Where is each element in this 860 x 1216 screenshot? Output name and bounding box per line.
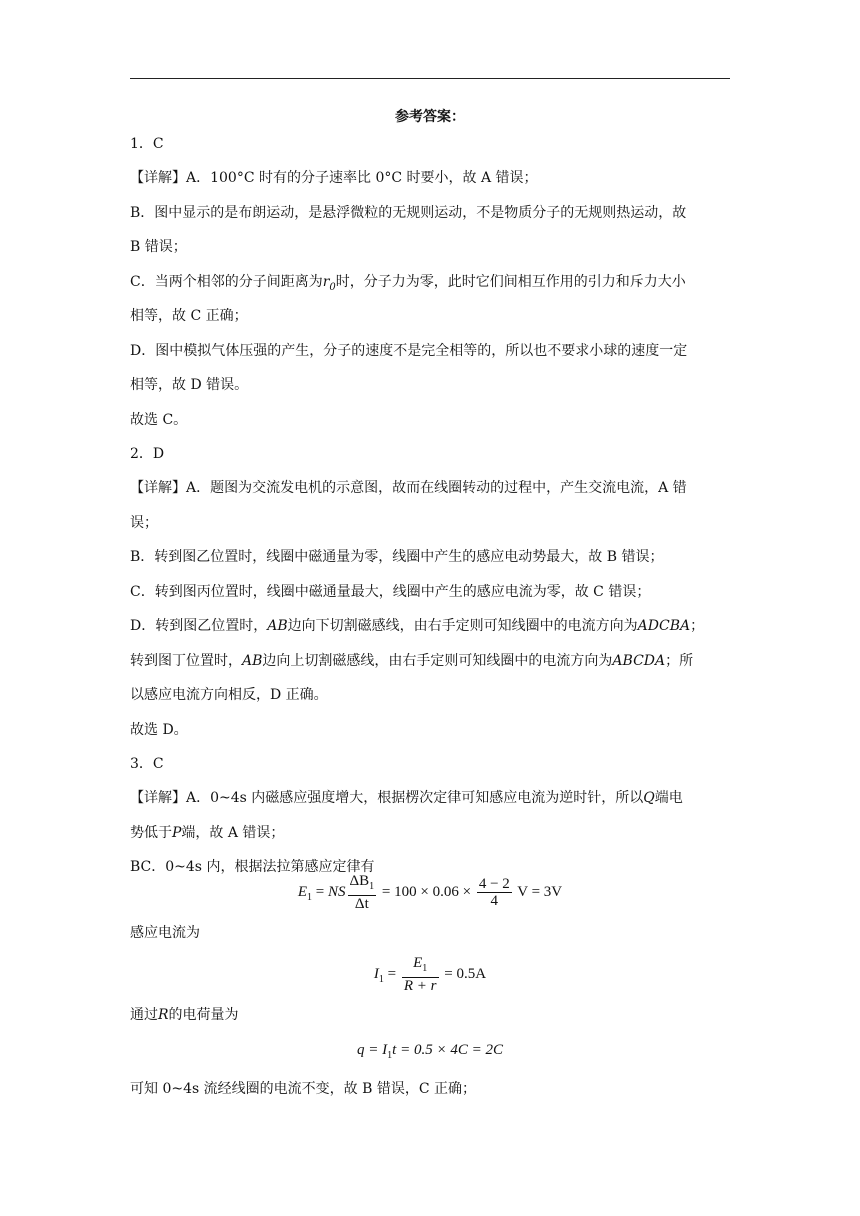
adcba-symbol: ADCBA (637, 618, 691, 634)
answer-3-line-a: 【详解】A．0~4s 内磁感应强度增大，根据楞次定律可知感应电流为逆时针，所以Q端电 (130, 790, 683, 806)
answer-2-line-d-end: 以感应电流方向相反，D 正确。 (130, 687, 328, 703)
abcda-symbol: ABCDA (612, 653, 666, 669)
answer-1-line-c-cont: 相等，故 C 正确； (130, 308, 248, 324)
answer-1-line-b-cont: B 错误； (130, 239, 187, 255)
answer-1-line-d: D．图中模拟气体压强的产生，分子的速度不是完全相等的，所以也不要求小球的速度一定 (130, 343, 688, 359)
answer-3-line-a-cont: 势低于P端，故 A 错误； (130, 825, 285, 841)
header-rule (130, 78, 730, 79)
r-symbol: R (158, 1007, 169, 1023)
ab-symbol: AB (267, 618, 288, 634)
equation-current: $I_1$ = $\frac{E_1}{R + r}$ = 0.5A (373, 955, 487, 994)
answer-1-heading: 1．C (130, 136, 164, 152)
answer-2-line-a: 【详解】A．题图为交流发电机的示意图，故而在线圈转动的过程中，产生交流电流，A 错 (130, 480, 687, 496)
text-segment: 时，分子力为零，此时它们间相互作用的引力和斥力大小 (335, 274, 686, 290)
answer-2-line-d-cont: 转到图丁位置时，AB边向上切割磁感线，由右手定则可知线圈中的电流方向为ABCDA；所 (130, 653, 694, 669)
answer-1-line-a: 【详解】A．100°C 时有的分子速率比 0°C 时要小，故 A 错误； (130, 170, 538, 186)
answer-1-line-c (130, 272, 735, 298)
q-symbol: Q (643, 790, 655, 806)
equation-charge: $q = I_1t = 0.5 \times 4C = 2C$ (357, 1042, 503, 1061)
fraction: $\frac{E_1}{R + r}$ (403, 955, 437, 994)
r0-symbol: $r_0$ (322, 274, 336, 293)
text-segment: C．当两个相邻的分子间距离为 (130, 274, 323, 290)
p-symbol: P (172, 825, 182, 841)
ab-symbol: AB (242, 653, 263, 669)
answer-2-line-b: B．转到图乙位置时，线圈中磁通量为零，线圈中产生的感应电动势最大，故 B 错误； (130, 549, 664, 565)
answer-3-conclusion: 可知 0~4s 流经线圈的电流不变，故 B 错误，C 正确； (130, 1081, 476, 1097)
answer-1-line-d-cont: 相等，故 D 错误。 (130, 377, 249, 393)
answer-3-line-bc: BC．0~4s 内，根据法拉第感应定律有 (130, 859, 375, 875)
answer-1-conclusion: 故选 C。 (130, 412, 188, 428)
fraction: $\frac{4 - 2}{4}$ (478, 876, 510, 909)
answer-2-heading: 2．D (130, 446, 165, 462)
page-title: 参考答案： (395, 109, 465, 125)
answer-3-current-label: 感应电流为 (130, 925, 200, 941)
answer-2-conclusion: 故选 D。 (130, 722, 188, 738)
answer-2-line-c: C．转到图丙位置时，线圈中磁通量最大，线圈中产生的感应电流为零，故 C 错误； (130, 584, 651, 600)
fraction: $\frac{\Delta B_1}{\Delta t}$ (349, 873, 375, 912)
answer-1-line-b: B．图中显示的是布朗运动，是悬浮微粒的无规则运动，不是物质分子的无规则热运动，故 (130, 205, 687, 221)
equation-emf: $E_1$ = NS $\frac{\Delta B_1}{\Delta t}$ = 100 × 0.06 × $\frac{4 - 2}{4}$ V = 3V (297, 873, 563, 912)
answer-3-charge-label: 通过R的电荷量为 (130, 1007, 239, 1023)
answer-2-line-d: D．转到图乙位置时，AB边向下切割磁感线，由右手定则可知线圈中的电流方向为ADCBA； (130, 618, 705, 634)
answer-2-line-a-cont: 误； (130, 515, 158, 531)
answer-3-heading: 3．C (130, 756, 164, 772)
